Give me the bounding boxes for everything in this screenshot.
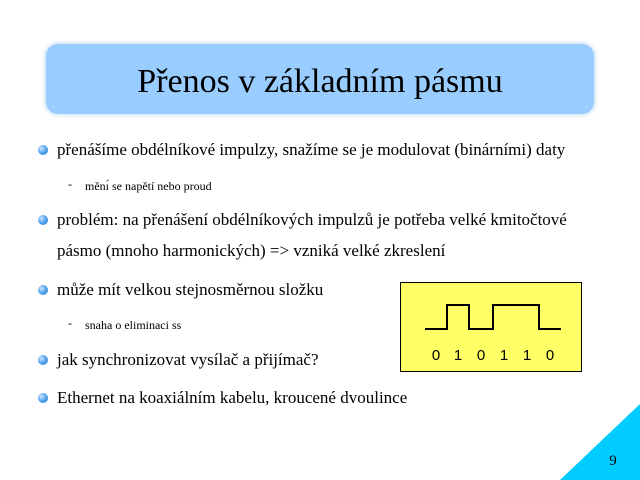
bullet-icon	[38, 215, 48, 225]
bullet-text: Ethernet na koaxiálním kabelu, kroucené dvoulince	[57, 388, 408, 407]
bit-label: 1	[499, 347, 509, 364]
bit-label: 1	[453, 347, 463, 364]
square-wave-graphic	[401, 283, 583, 373]
page-number: 9	[609, 453, 617, 469]
sub-bullet-text: měnı́ se napětí nebo proud	[85, 179, 212, 193]
bit-label: 0	[545, 347, 555, 364]
bullet-text-continuation: pásmo (mnoho harmonických) => vzniká velké zkreslení	[57, 241, 446, 260]
bullet-icon	[38, 393, 48, 403]
bullet-icon	[38, 355, 48, 365]
sub-bullet-dash: -	[68, 316, 72, 330]
sub-bullet-text: snaha o eliminaci ss	[85, 318, 182, 332]
bullet-text: problém: na přenášení obdélníkových impulzů je potřeba velké kmitočtové	[57, 210, 567, 229]
title-box	[46, 44, 594, 114]
signal-diagram	[400, 282, 582, 372]
bullet-text: přenášíme obdélníkové impulzy, snažíme se je modulovat (binárními) daty	[57, 140, 566, 159]
bullet-icon	[38, 285, 48, 295]
bullet-text: jak synchronizovat vysílač a přijímač?	[57, 350, 319, 369]
sub-bullet-dash: -	[68, 177, 72, 191]
bullet-text: může mít velkou stejnosměrnou složku	[57, 280, 324, 299]
bit-label: 0	[476, 347, 486, 364]
slide-title: Přenos v základním pásmu	[137, 63, 503, 100]
bit-label: 0	[431, 347, 441, 364]
bullet-icon	[38, 145, 48, 155]
bit-label: 1	[522, 347, 532, 364]
square-wave-line	[425, 305, 561, 329]
